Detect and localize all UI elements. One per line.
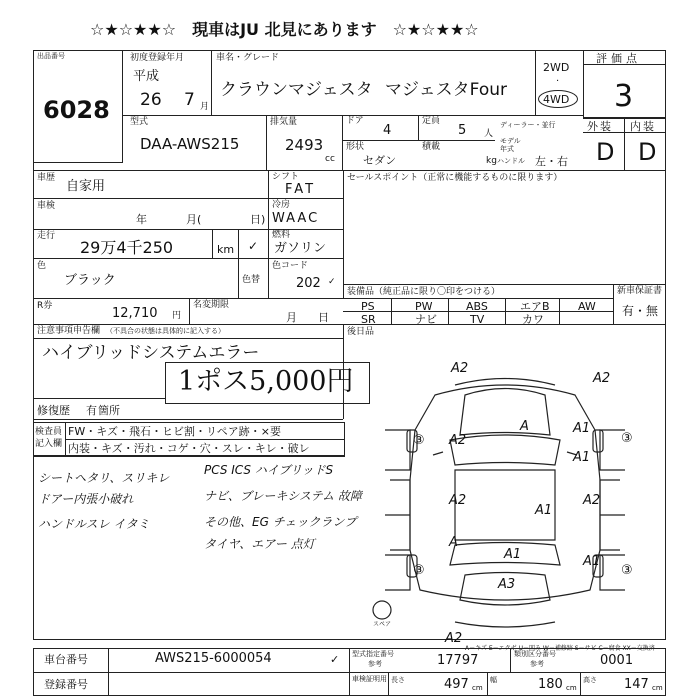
price-stamp-text: 1ポス5,000円	[178, 366, 354, 397]
disp-label: 排気量	[270, 117, 298, 127]
color-code-label: 色コード	[272, 261, 309, 271]
mark-a3-rear: A3	[498, 577, 516, 592]
dims-len-label: 長さ	[391, 676, 405, 684]
mileage-value: 29万4千250	[80, 238, 174, 257]
mileage-unit: km	[217, 243, 235, 256]
equip-leather: カワ	[522, 313, 544, 326]
equip-airbag: エアB	[520, 300, 550, 313]
dims-wid-value: 180	[538, 677, 563, 692]
first-reg-month: 7	[184, 90, 195, 110]
equipment-label: 装備品（純正品に限り〇印をつける）	[347, 287, 501, 297]
name-change-day: 日	[318, 311, 329, 324]
mark-a1-right-front: A1	[573, 450, 591, 465]
chassis-value: AWS215-6000054	[155, 651, 272, 666]
equip-pw: PW	[415, 300, 433, 313]
interior-label: 内装	[630, 120, 656, 133]
exterior-value: D	[596, 138, 615, 166]
hw-left-2: ドアー内張小破れ	[38, 492, 134, 506]
dims-wid-unit: cm	[566, 684, 577, 692]
hw-left-3: ハンドルスレ イタミ	[38, 517, 150, 531]
first-reg-month-unit: 月	[200, 102, 210, 112]
dims-hei-unit: cm	[652, 684, 663, 692]
dims-hei-value: 147	[624, 677, 649, 692]
lot-number: 6028	[43, 96, 110, 124]
disp-value: 2493	[285, 136, 324, 154]
mark-3-left-front: ③	[413, 433, 425, 448]
notes-label: 注意事項申告欄	[37, 326, 101, 336]
mark-a2-front-left: A2	[451, 361, 469, 376]
dims-len-unit: cm	[472, 684, 483, 692]
inspector-row1: FW・キズ・飛石・ヒビ割・リペア跡・×要	[68, 425, 281, 438]
type-no-value: 17797	[437, 653, 479, 668]
shift-value: FAT	[285, 182, 317, 197]
hw-right-3: その他、EG チェックランプ	[204, 515, 357, 529]
first-reg-year: 26	[140, 90, 162, 110]
equip-aw: AW	[578, 300, 596, 313]
inspector-label1: 検査員	[35, 427, 63, 437]
first-reg-label: 初度登録年月	[130, 53, 185, 63]
warranty-value: 有・無	[622, 304, 659, 318]
interior-value: D	[638, 138, 657, 166]
recycle-unit: 円	[172, 311, 182, 321]
fuel-label: 燃料	[272, 230, 291, 240]
shift-label: シフト	[272, 172, 300, 182]
spare-label: スペア	[373, 621, 392, 628]
car-grade: マジェスタFour	[385, 80, 507, 100]
notes-sub: （不具合の状態は具体的に記入する）	[106, 327, 225, 335]
class-no-label1: 類別区分番号	[514, 650, 556, 658]
eval-score: 3	[614, 79, 634, 114]
dims-cert-label: 車検証明用	[352, 675, 387, 683]
fuel-value: ガソリン	[274, 241, 327, 256]
inspector-row2: 内装・キズ・汚れ・コゲ・穴・スレ・キレ・破レ	[68, 442, 310, 455]
dims-wid-label: 幅	[490, 676, 497, 684]
dims-len-value: 497	[444, 677, 469, 692]
mark-3-left-rear: ③	[413, 563, 425, 578]
capacity-value: 5	[458, 123, 467, 138]
mark-a2-left-fender: A2	[449, 433, 467, 448]
loading-label: 積載	[422, 142, 441, 152]
repair-value: 有	[86, 404, 97, 417]
mark-a1-roof: A1	[535, 503, 553, 518]
handle-label: ハンドル	[497, 157, 525, 165]
mark-a2-right-door: A2	[583, 493, 601, 508]
mark-a1-trunk: A1	[504, 547, 522, 562]
handle-value: 左・右	[535, 155, 568, 168]
shape-value: セダン	[363, 154, 397, 167]
eval-label: 評価点	[596, 52, 641, 65]
reg-no-label: 登録番号	[44, 678, 88, 691]
equip-abs: ABS	[466, 300, 488, 313]
lot-label: 出品番号	[37, 52, 65, 60]
mark-a-left-rear: A	[449, 535, 458, 550]
type-no-label1: 型式指定番号	[352, 650, 394, 658]
model-label: 型式	[130, 117, 149, 127]
drive-dot: ·	[556, 76, 560, 87]
mark-3-right-rear: ③	[621, 563, 633, 578]
class-no-label2: 参考	[530, 660, 544, 668]
capacity-label: 定員	[422, 116, 441, 126]
inspection-weekday: 日)	[250, 213, 266, 226]
color-value: ブラック	[64, 273, 116, 288]
mileage-label: 走行	[37, 231, 56, 241]
hw-right-1: PCS ICS ハイブリッドS	[204, 463, 334, 477]
mark-a1-right-fender: A1	[573, 421, 591, 436]
car-damage-diagram	[345, 360, 665, 652]
inspection-month-unit: 月(	[186, 213, 202, 226]
mark-a2-rear-bumper: A2	[445, 631, 463, 646]
banner-title: ☆★☆★★☆ 現車はJU 北見にあります ☆★☆★★☆	[90, 20, 479, 39]
mark-a2-left-door: A2	[449, 493, 467, 508]
car-name: クラウンマジェスタ	[220, 80, 373, 100]
inspector-label2: 記入欄	[35, 439, 63, 449]
color-code: 202	[296, 276, 321, 291]
notes-text: ハイブリッドシステムエラー	[42, 343, 260, 363]
exterior-label: 外装	[587, 120, 613, 133]
hw-right-4: タイヤ、エアー 点灯	[204, 537, 315, 551]
mark-a-hood: A	[520, 419, 529, 434]
hw-left-1: シートヘタリ、スリキレ	[38, 471, 170, 485]
shape-label: 形状	[346, 142, 365, 152]
inspection-year-unit: 年	[136, 213, 147, 226]
drive-2wd: 2WD	[543, 61, 570, 74]
equip-navi: ナビ	[415, 313, 437, 326]
model-value: DAA-AWS215	[140, 135, 240, 153]
mileage-check: ✓	[248, 239, 259, 253]
model-year-label2: 年式	[500, 145, 514, 153]
equip-tv: TV	[470, 313, 485, 326]
inspector-box	[33, 422, 345, 456]
dealer-label: ディーラー・並行	[500, 121, 556, 129]
equip-ps: PS	[361, 300, 375, 313]
equip-sr: SR	[361, 313, 376, 326]
car-name-label: 車名・グレード	[216, 53, 280, 63]
warranty-label: 新車保証書	[617, 286, 663, 296]
class-no-value: 0001	[600, 653, 634, 668]
sales-point-label: セールスポイント（正常に機能するものに限ります）	[347, 173, 563, 183]
hw-right-2: ナビ、ブレーキシステム 故障	[204, 489, 362, 503]
chassis-check: ✓	[330, 653, 340, 666]
rear-seat-label: 後日品	[347, 327, 375, 337]
first-reg-era: 平成	[133, 69, 160, 84]
doors-label: ドア	[346, 116, 364, 126]
mark-a1-right-rear: A1	[583, 554, 601, 569]
name-change-month: 月	[286, 311, 297, 324]
name-change-label: 名変期限	[193, 300, 230, 310]
recycle-value: 12,710	[112, 306, 158, 321]
ac-value: WAAC	[272, 211, 320, 226]
dims-hei-label: 高さ	[583, 676, 597, 684]
mark-a2-front-right: A2	[593, 371, 611, 386]
mark-3-right-front: ③	[621, 431, 633, 446]
history-label: 車歴	[37, 173, 56, 183]
ac-label: 冷房	[272, 200, 291, 210]
repair-label: 修復歴	[37, 404, 70, 417]
capacity-unit: 人	[484, 129, 494, 139]
diagram-legend: A－キズ E－エクボ U－凹み W－補修跡 S－サビ C－腐食 XX－交換済	[465, 645, 655, 652]
doors-value: 4	[383, 123, 392, 138]
inspection-label: 車検	[37, 201, 56, 211]
loading-unit: kg	[486, 156, 497, 166]
color-change-label: 色替	[242, 275, 261, 285]
recycle-label: R券	[37, 301, 53, 311]
model-year-label1: モデル	[500, 137, 521, 145]
repair-unit: 箇所	[98, 404, 120, 417]
color-label: 色	[37, 261, 47, 271]
color-code-check: ✓	[328, 277, 336, 287]
type-no-label2: 参考	[368, 660, 382, 668]
disp-unit: cc	[325, 154, 335, 164]
drive-4wd: 4WD	[543, 93, 570, 106]
history-value: 自家用	[66, 179, 106, 194]
chassis-label: 車台番号	[44, 653, 88, 666]
